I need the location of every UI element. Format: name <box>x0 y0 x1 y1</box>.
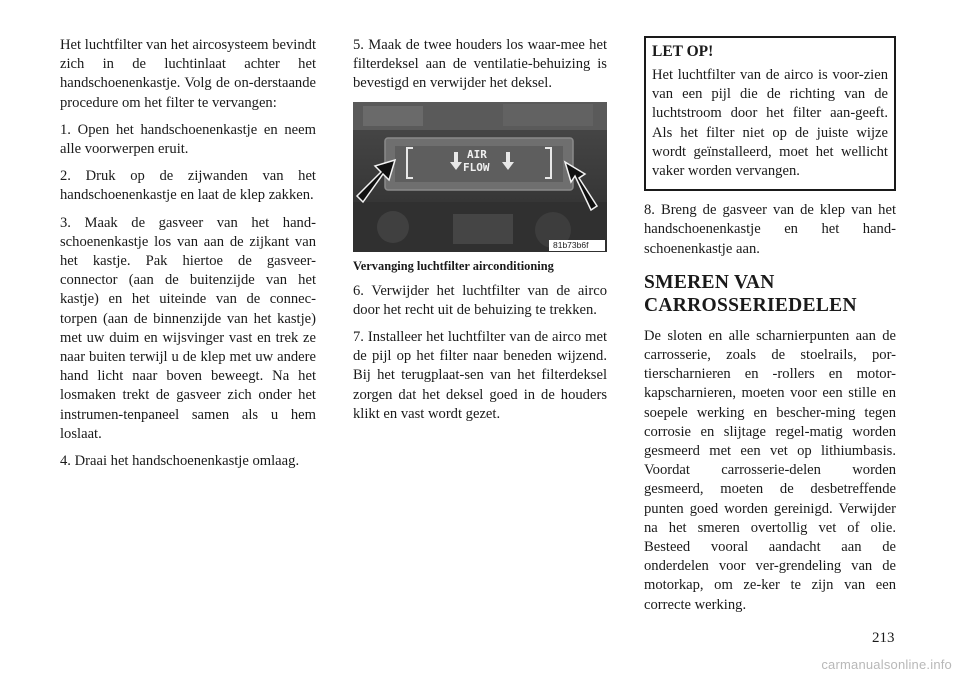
paragraph-step-4: 4. Draai het handschoenenkastje omlaag. <box>60 453 300 470</box>
warning-box <box>644 36 896 191</box>
figure-caption: Vervanging luchtfilter airconditioning <box>353 258 554 273</box>
air-filter-figure <box>353 102 607 252</box>
paragraph-lubrication: De sloten en alle scharnierpunten aan de carrosserie, zoals de stoelrails, por-tierscharnieren en -rollers en motor-kapscharnieren, moeten voor een stille en soepele werking en bescher-ming tegen corrosie en slijtage regel-matig worden gesmeerd met een vet op lithiumbasis. Voordat carrosserie-delen worden gesmeerd, moeten de desbetreffende punten goed worden gereinigd. Verwijder na het smeren overtollig vet of olie. Besteed vooral aandacht aan de onderdelen voor ver-grendeling van de motorkap, om ze-ker te zijn van een correcte werking. <box>644 327 896 613</box>
warning-title: LET OP! <box>652 43 714 60</box>
page-number: 213 <box>872 630 895 646</box>
section-heading <box>644 271 896 317</box>
air-filter-illustration <box>353 102 607 252</box>
paragraph-step-3: 3. Maak de gasveer van het hand-schoenenkastje los van aan de zijkant van het kastje. Pak hiertoe de gasveer-connector (aan de buitenzijde van het kastje) en het uiteinde van de connec-torpen (aan de binnenzijde van het kastje) met uw duim en wijsvinger vast en trek ze naar buiten terwijl u de klep met uw andere hand licht naar boven beweegt. Na het losmaken trekt de gasveer zich onder het instrumen-tenpaneel samen als u hem loslaat. <box>60 214 316 442</box>
column-right <box>644 36 896 623</box>
paragraph-step-7: 7. Installeer het luchtfilter van de airco met de pijl op het filter naar beneden wijzend. Bij het terugplaat-sen van het filterdeksel zorgen dat het deksel goed in de houders klikt en vast wordt gezet. <box>353 329 607 422</box>
paragraph-step-2: 2. Druk op de zijwanden van het handschoenenkastje en laat de klep zakken. <box>60 168 316 204</box>
figure-code: 81b73b6f <box>553 239 589 250</box>
paragraph-step-6: 6. Verwijder het luchtfilter van de airco door het recht uit de behuizing te trekken. <box>353 282 607 318</box>
paragraph-intro: Het luchtfilter van het aircosysteem bevindt zich in de luchtinlaat achter het handschoenenkastje. Volg de on-derstaande procedure om het filter te vervangen: <box>60 37 316 111</box>
watermark: carmanualsonline.info <box>821 657 952 672</box>
warning-text: Het luchtfilter van de airco is voor-zien van een pijl die de richting van de luchtstroom door het filter aan-geeft. Als het filter niet op de juiste wijze wordt geïnstalleerd, moet het wellicht vaker worden vervangen. <box>652 67 888 180</box>
paragraph-step-5: 5. Maak de twee houders los waar-mee het filterdeksel aan de ventilatie-behuizing is bevestigd en verwijder het deksel. <box>353 37 607 92</box>
paragraph-step-8: 8. Breng de gasveer van de klep van het handschoenenkastje en het hand-schoenenkastje aan. <box>644 202 896 257</box>
airflow-label-air: AIR <box>467 147 487 161</box>
section-heading-line2: CARROSSERIEDELEN <box>644 294 857 316</box>
section-heading-line1: SMEREN VAN <box>644 271 775 293</box>
airflow-label-flow: FLOW <box>463 160 490 174</box>
paragraph-step-1: 1. Open het handschoenenkastje en neem alle voorwerpen eruit. <box>60 121 316 158</box>
column-middle <box>353 36 607 432</box>
column-left <box>60 36 316 479</box>
